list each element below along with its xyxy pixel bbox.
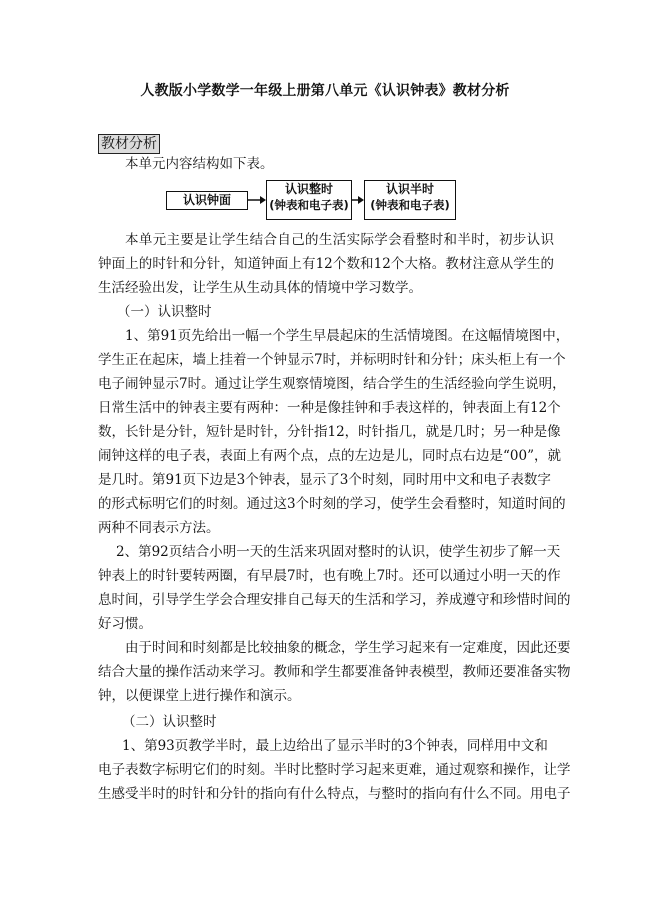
heading-recognize-whole-hour: （一）认识整时	[117, 304, 212, 320]
arrow-right-icon	[247, 194, 267, 206]
flow-box-whole-hour-subtitle: (钟表和电子表)	[269, 198, 349, 212]
section-label: 教材分析	[98, 134, 160, 154]
flow-box-whole-hour-title: 认识整时	[284, 182, 333, 196]
heading-recognize-half-hour: （二）认识整时	[122, 714, 217, 730]
arrow-right-icon	[351, 194, 365, 206]
intro-text: 本单元内容结构如下表。	[125, 156, 274, 172]
structure-flowchart	[166, 180, 466, 220]
paragraph-4: 1、第93页教学半时，最上边给出了显示半时的3个钟表，同样用中文和 电子表数字标明它们的时刻。半时比整时学习起来更难，通过观察和操作，让学 生感受半时的时针和分针的指向有什么特点，与整时的指向有什么不同。用电子	[98, 738, 571, 802]
paragraph-3: 由于时间和时刻都是比较抽象的概念，学生学习起来有一定难度，因此还要 结合大量的操作活动来学习。教师和学生都要准备钟表模型，教师还要准备实物 钟，以便课堂上进行操作和演示。	[98, 640, 571, 704]
main-paragraph: 本单元主要是让学生结合自己的生活实际学会看整时和半时，初步认识钟面上的时针和分针，知道钟面上有12个数和12个大格。教材注意从学生的生活经验出发，让学生从生动具体的情境中学习数学。	[98, 232, 554, 296]
intro-paragraph	[98, 152, 554, 176]
paragraph-2: 2、第92页结合小明一天的生活来巩固对整时的认识，使学生初步了解一天 钟表上的时针要转两圈，有早晨7时，也有晚上7时。还可以通过小明一天的作 息时间，引导学生学会合理安排自己每天的生活和学习，养成遵守和珍惜时间的 好习惯。	[98, 544, 571, 632]
flow-box-whole-hour	[266, 180, 352, 220]
flow-box-half-hour-subtitle: (钟表和电子表)	[370, 198, 450, 212]
flow-box-half-hour-title: 认识半时	[385, 182, 434, 196]
document-title: 人教版小学数学一年级上册第八单元《认识钟表》教材分析	[140, 83, 510, 99]
paragraph-1: 1、第91页先给出一幅一个学生早晨起床的生活情境图。在这幅情境图中， 学生正在起床，墙上挂着一个钟显示7时，并标明时针和分针；床头柜上有一个 电子闹钟显示7时。通过让学生观察情境图，结合学生的生活经验向学生说明， 日常生活中的钟表主要有两种：一种是像挂钟和手表这样的，钟表面上有12个 数，长针是分针，短针是时针，分针指12，时针指几，就是几时；另一种是像 闹钟这样的电子表，表面上有两个点，点的左边是儿，同时点右边是“00”，就 是几时。第91页下边是3个钟表，显示了3个时刻，同时用中文和电子表数字 的形式标明它们的时刻。通过这3个时刻的学习，使学生会看整时，知道时间的 两种不同表示方法。	[98, 328, 570, 536]
flow-box-half-hour	[364, 180, 456, 220]
flow-box-clock-face: 认识钟面	[166, 191, 248, 210]
